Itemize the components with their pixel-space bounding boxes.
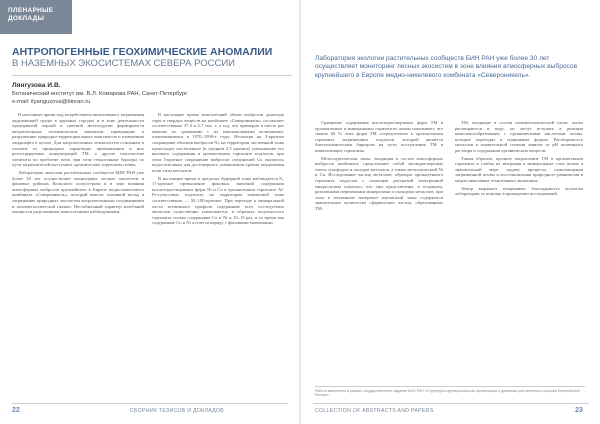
page-number-right: 23 (575, 407, 583, 414)
section-tab-line-2: ДОКЛАДЫ (8, 15, 45, 22)
paragraph: Металлургическая пыль, входящая в состав атмосферных выбросов комбината, представляет собой мелкодисперсные смеси сульфидов и оксидов металлов, а также металлический Ni и Cu. Исследование частиц металлов, образцов органогенного горизонта подзолов с помощью растровой электронной микроскопии показало, что они представлены, в основном, различными первичными минералами и оксидами металлов, при этом в почвенном материале импактной зоны содержится значительное количество сферических частиц, образованных ТМ. (315, 155, 443, 211)
paragraph: В настоящее время многолетний объем выбросов диоксида серы и твердых веществ на комбинате «Североникель» составляет соответственно 37,3 и 2,7 тыс. т, а год, что примерно в шесть раз меньше по сравнению с их максимальными величинами, отмечавшимися в 1970–1990-е годы. Несмотря на 3-кратное сокращение объемов выбросов Ni, на территории лиственной зоны происходит постепенное (в среднем 2,5 кратное) уменьшение его валового содержания в органогенном горизонте подзолов, при этом 3-кратное сокращение выбросов соединений Cu оказалось недостаточным для достоверного уменьшения уровня загрязнения почв этим металлом. (152, 112, 284, 173)
footer-divider (313, 403, 589, 404)
paragraph: Таким образом, прочное закрепление ТМ в органогенном горизонте и слабая их миграция в минеральные слои почвы в значительной мере задают процессы самоочищения загрязненной почвы и восстановления природного равновесия в медно-никелевых техногенных аномалиях. (455, 155, 583, 183)
left-page (0, 0, 299, 424)
article-title: АНТРОПОГЕННЫЕ ГЕОХИМИЧЕСКИЕ АНОМАЛИИ (12, 46, 273, 58)
paragraph: В настоящее время под воздействием интенсивного загрязнения окружающей среды в крупных городах и в зоне деятельности предприятий черной и цветной металлургии формируются антропогенные геохимические аномалии, приводящие к разрушению природно-территориальных комплексов и изменению ландшафта в целом. Для антропогенных техносистем основным и отличие от природных характерно превышением в них регистрируемых концентраций ТМ, а другие токсические элементы по проблеме почв, при этом техногенные барьеры по пути загрязнителей выступают органические горизонты почвы. (12, 112, 144, 168)
page-number-left: 22 (12, 407, 20, 414)
paragraph: Автор выражает искреннюю благодарность коллегам лаборатории за помощь в проведении исследований. (455, 185, 583, 197)
abstract-highlight: Лаборатория экологии растительных сообществ БИН РАН уже более 30 лет осуществляет мониторинг лесных экосистем в зоне влияния атмосферных выбросов крупнейшего в Европе медно-никелевого комбината «Североникель». (315, 55, 578, 79)
section-tab (0, 0, 72, 34)
left-column-2 (152, 112, 284, 402)
paragraph: Сравнение содержания кислоторастворимых форм ТМ в органогенном и минеральных горизонтах почвы показывает, что свыше 60 % этих форм ТМ сосредоточено в органогенном горизонте загрязненных подзолов, который является биогеохимическим барьером на пути поступления ТМ в нижележащие горизонты. (315, 120, 443, 153)
right-page (301, 0, 600, 424)
article-subtitle: В НАЗЕМНЫХ ЭКОСИСТЕМАХ СЕВЕРА РОССИИ (12, 58, 235, 69)
author-affiliation: Ботанический институт им. В.Л. Комарова РАН, Санкт-Петербург (12, 91, 188, 97)
footnote: Работа выполнена в рамках государственного задания БИН РАН «Структурно-функциональная организация и динамика растительного покрова Европейской России». (315, 386, 585, 397)
title-divider (12, 75, 292, 76)
footer-divider (12, 403, 288, 404)
right-column-1 (315, 120, 443, 395)
author-email[interactable]: e-mail: ilyanguzova@binran.ru (12, 99, 91, 105)
paragraph: В настоящее время в пределах буферной зоны наблюдается 8–17-кратное превышение фоновых значений содержания кислоторастворимых форм Ni и Cu в органогенном горизонте Al-Fe-гумусовых подзолов, на территории импактной зоны соответственно — 50–100-кратное. При переходе к минеральной части почвенного профиля содержание всех исследуемых металлов существенно уменьшается: в образцах подзолистого горизонта только содержание Cu и Ni и 10–15 раз, в то время как содержание Co и Ni остается наряду с фоновыми значениями. (152, 175, 284, 226)
footer-title-right: COLLECTION OF ABSTRACTS AND PAPERS (315, 408, 434, 414)
author-name: Лянгузова И.В. (12, 82, 61, 89)
paragraph: Лаборатория экологии растительных сообществ БИН РАН уже более 30 лет осуществляет мониторинг лесных экосистем в фоновых районах Кольского полуострова и в зоне влияния атмосферных выбросов крупнейшего в Европе медно-никелевого комбината «Североникель», который вносит основной вклад в загрязнение природных экосистем антропогенными соединениями и полиметаллической пылью. Нестабильный характер колебаний мощности ряда выявлен многолетними наблюдениями. (12, 169, 144, 215)
left-column-1 (12, 112, 144, 402)
paragraph: ТМ, входящие в состав полиметаллической пыли, плохо растворяются в воде, но могут вступать в реакции комплексообразования с органическими кислотами почвы, которые переходят в подвижные формы. Растворимость металлов в значительной степени зависит от pH почвенного раствора и содержания органических веществ. (455, 120, 583, 153)
section-tab-line-1: ПЛЕНАРНЫЕ (8, 7, 54, 14)
footer-title-left: СБОРНИК ТЕЗИСОВ И ДОКЛАДОВ (130, 408, 225, 414)
right-column-2 (455, 120, 583, 395)
